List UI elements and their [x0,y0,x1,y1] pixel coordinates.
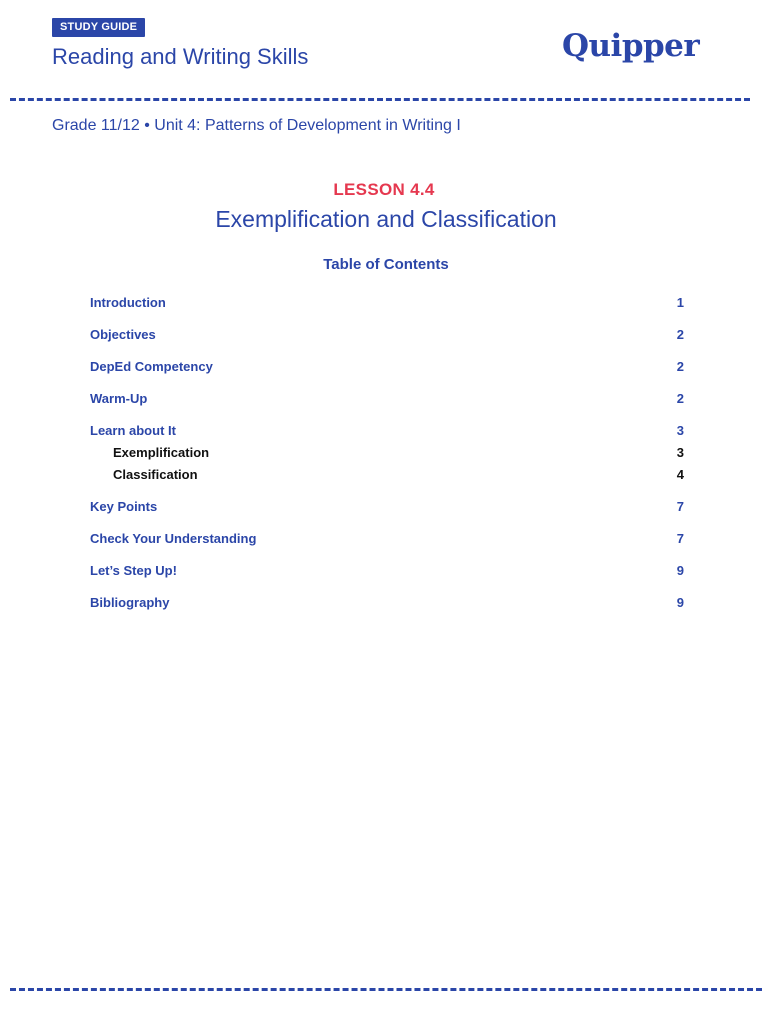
toc-heading: Table of Contents [323,256,449,273]
table-of-contents [90,292,684,614]
toc-item-label: Objectives [90,327,156,342]
toc-item-check-your-understanding[interactable] [90,528,684,550]
toc-item-page: 2 [676,359,684,374]
toc-item-key-points[interactable] [90,496,684,518]
toc-item-page: 9 [676,595,684,610]
toc-item-introduction[interactable] [90,292,684,314]
lesson-title: Exemplification and Classification [215,206,557,232]
toc-item-page: 9 [676,563,684,578]
toc-item-label: Introduction [90,295,166,310]
toc-item-label: Classification [113,467,198,482]
toc-item-label: Bibliography [90,595,170,610]
toc-item-page: 3 [676,445,684,460]
toc-item-label: Learn about It [90,423,176,438]
study-guide-badge: STUDY GUIDE [52,18,145,37]
toc-item-label: Check Your Understanding [90,531,257,546]
toc-item-warm-up[interactable] [90,388,684,410]
toc-item-page: 1 [676,295,684,310]
quipper-logo: Quipper [562,28,700,64]
bottom-divider [10,988,762,991]
toc-subitem-exemplification[interactable] [90,442,684,464]
toc-item-bibliography[interactable] [90,592,684,614]
toc-item-deped-competency[interactable] [90,356,684,378]
breadcrumb: Grade 11/12 • Unit 4: Patterns of Development in Writing I [52,117,461,134]
lesson-number: LESSON 4.4 [333,180,435,199]
toc-item-learn-about-it[interactable] [90,420,684,442]
top-divider [10,98,750,101]
toc-item-page: 7 [676,499,684,514]
page-header [52,18,728,78]
toc-subitem-classification[interactable] [90,464,684,486]
toc-item-label: Let’s Step Up! [90,563,177,578]
toc-item-objectives[interactable] [90,324,684,346]
toc-item-page: 4 [676,467,684,482]
toc-item-label: Warm-Up [90,391,148,406]
toc-item-page: 7 [676,531,684,546]
toc-item-page: 2 [676,327,684,342]
toc-item-label: DepEd Competency [90,359,213,374]
toc-item-lets-step-up[interactable] [90,560,684,582]
toc-item-label: Key Points [90,499,158,514]
toc-item-page: 2 [676,391,684,406]
course-title: Reading and Writing Skills [52,44,309,69]
toc-item-page: 3 [676,423,684,438]
toc-item-label: Exemplification [113,445,210,460]
